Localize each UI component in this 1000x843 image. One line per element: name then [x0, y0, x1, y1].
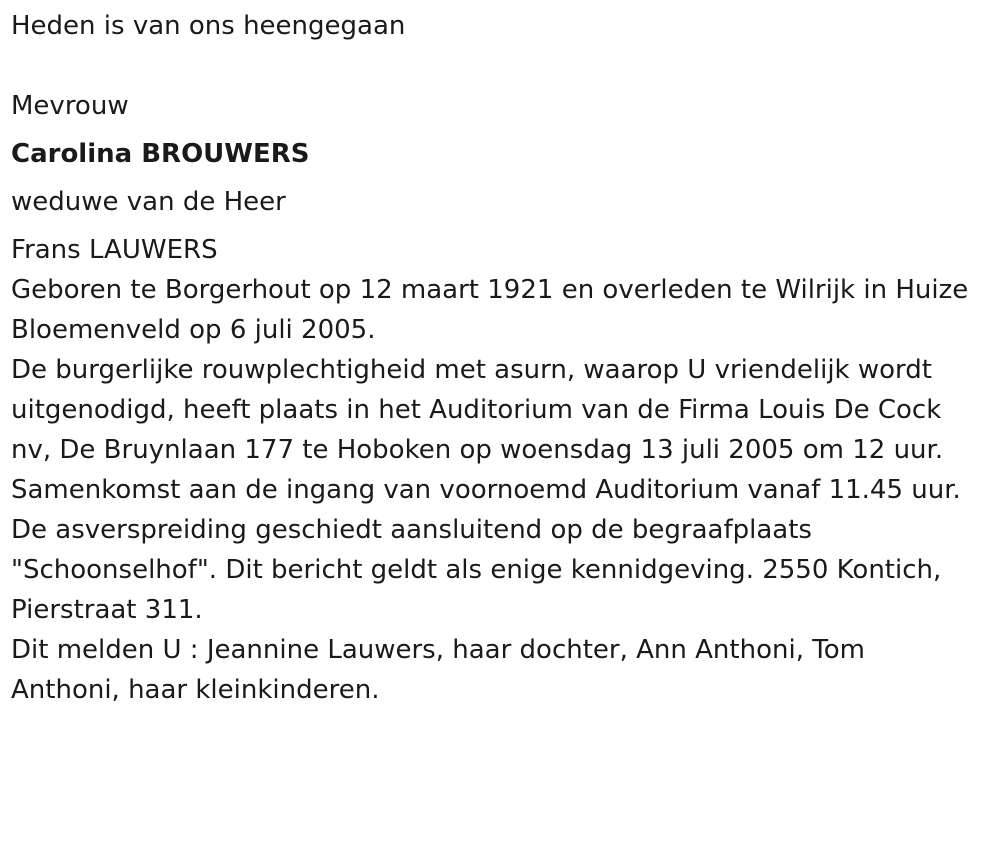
salutation: Mevrouw — [11, 91, 129, 121]
ceremony-line: De burgerlijke rouwplechtigheid met asurn, waarop U vriendelijk wordt — [11, 355, 932, 385]
announcers-line: Anthoni, haar kleinkinderen. — [11, 675, 380, 705]
obituary-notice — [11, 6, 991, 710]
ceremony-line: De asverspreiding geschiedt aansluitend op de begraafplaats — [11, 515, 812, 545]
deceased-name: Carolina BROUWERS — [11, 139, 310, 169]
spouse-name: Frans LAUWERS — [11, 235, 218, 265]
birth-death-paragraph — [11, 270, 991, 350]
announcers-line: Dit melden U : Jeannine Lauwers, haar dochter, Ann Anthoni, Tom — [11, 635, 865, 665]
ceremony-line: uitgenodigd, heeft plaats in het Auditorium van de Firma Louis De Cock — [11, 395, 942, 425]
ceremony-line: Samenkomst aan de ingang van voornoemd Auditorium vanaf 11.45 uur. — [11, 475, 961, 505]
intro-text: Heden is van ons heengegaan — [11, 11, 406, 41]
ceremony-line: nv, De Bruynlaan 177 te Hoboken op woensdag 13 juli 2005 om 12 uur. — [11, 435, 944, 465]
relation-text: weduwe van de Heer — [11, 187, 286, 217]
announcers-paragraph — [11, 630, 991, 710]
birth-death-line: Bloemenveld op 6 juli 2005. — [11, 315, 376, 345]
ceremony-paragraph — [11, 350, 991, 630]
ceremony-line: "Schoonselhof". Dit bericht geldt als enige kennidgeving. 2550 Kontich, — [11, 555, 942, 585]
birth-death-line: Geboren te Borgerhout op 12 maart 1921 en overleden te Wilrijk in Huize — [11, 275, 969, 305]
ceremony-line: Pierstraat 311. — [11, 595, 203, 625]
